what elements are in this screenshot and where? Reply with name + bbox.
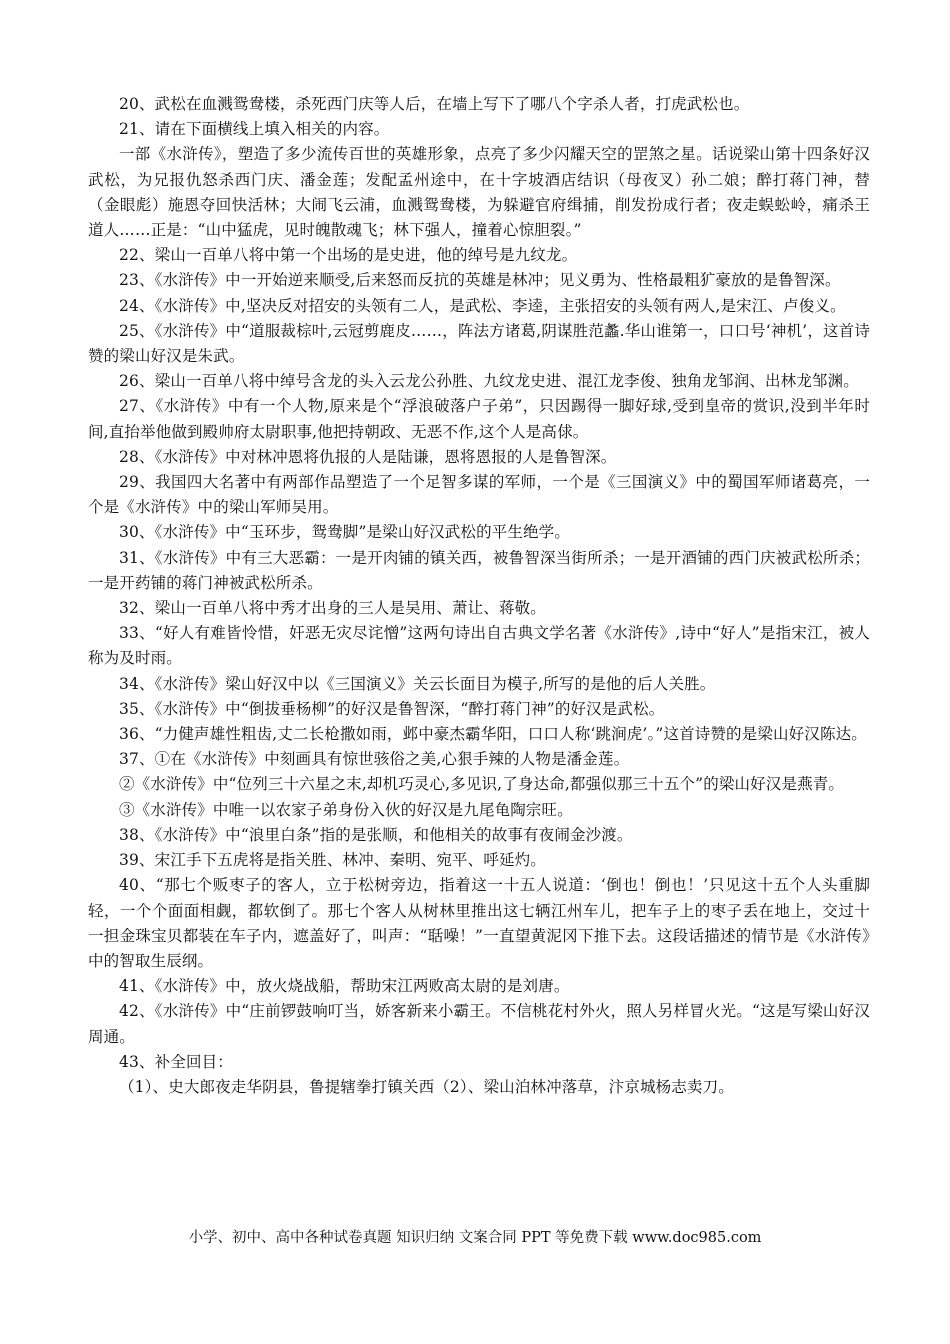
question-41: 41、《水浒传》中，放火烧战船，帮助宋江两败高太尉的是刘唐。 <box>119 977 570 996</box>
question-29: 29、我国四大名著中有两部作品塑造了一个足智多谋的军师，一个是《三国演义》中的蜀国军师诸葛亮，一个是《水浒传》中的梁山军师吴用。 <box>88 473 870 517</box>
question-36: 36、“力健声雄性粗齿,丈二长枪撒如雨，邺中豪杰霸华阳，口口人称‘跳涧虎’。”这首诗赞的是梁山好汉陈达。 <box>119 725 867 744</box>
question-43-answer: （1）、史大郎夜走华阴县，鲁提辖拳打镇关西（2）、梁山泊林冲落草，汴京城杨志卖刀。 <box>119 1077 734 1096</box>
question-31: 31、《水浒传》中有三大恶霸：一是开肉铺的镇关西，被鲁智深当街所杀；一是开酒铺的西门庆被武松所杀；一是开药铺的蒋门神被武松所杀。 <box>88 548 870 592</box>
question-38: 38、《水浒传》中“浪里白条”指的是张顺，和他相关的故事有夜闹金沙渡。 <box>119 825 633 844</box>
footer-banner: 小学、初中、高中各种试卷真题 知识归纳 文案合同 PPT 等免费下载 www.doc985.com <box>188 1230 762 1246</box>
question-25: 25、《水浒传》中“道服裁棕叶,云冠剪鹿皮……，阵法方诸葛,阴谋胜范蠡.华山谁第一，口口号‘神机’，这首诗赞的梁山好汉是朱武。 <box>88 321 870 366</box>
question-22: 22、梁山一百单八将中第一个出场的是史进，他的绰号是九纹龙。 <box>119 246 578 265</box>
question-32: 32、梁山一百单八将中秀才出身的三人是吴用、萧让、蒋敬。 <box>119 599 546 618</box>
question-34: 34、《水浒传》梁山好汉中以《三国演义》关云长面目为模子,所写的是他的后人关胜。 <box>119 674 716 693</box>
question-20: 20、武松在血溅鸳鸯楼，杀死西门庆等人后，在墙上写下了哪八个字杀人者，打虎武松也。 <box>119 95 750 113</box>
question-37-part-2: ②《水浒传》中“位列三十六星之末,却机巧灵心,多见识,了身达命,都强似那三十五个”的梁山好汉是燕青。 <box>119 775 845 794</box>
question-37-part-3: ③《水浒传》中唯一以农家子弟身份入伙的好汉是九尾龟陶宗旺。 <box>119 800 573 819</box>
question-23: 23、《水浒传》中一开始逆来顺受,后来怒而反抗的英雄是林冲；见义勇为、性格最粗犷豪放的是鲁智深。 <box>119 271 841 290</box>
passage-wusong: 一部《水浒传》，塑造了多少流传百世的英雄形象，点亮了多少闪耀天空的罡煞之星。话说梁山第十四条好汉武松，为兄报仇怒杀西门庆、潘金莲；发配孟州途中，在十字坡酒店结识（母夜叉）孙二娘；醉打蒋门神，替（金眼彪）施恩夺回快活林；大闹飞云浦，血溅鸳鸯楼，为躲避官府缉捕，削发扮成行者；夜走蜈蚣岭，痛杀王道人……正是：“山中猛虎，见时魄散魂飞；林下强人，撞着心惊胆裂。” <box>88 145 870 240</box>
question-28: 28、《水浒传》中对林冲恩将仇报的人是陆谦，恩将恩报的人是鲁智深。 <box>119 447 617 466</box>
question-24: 24、《水浒传》中,坚决反对招安的头领有二人，是武松、李逵，主张招安的头领有两人,是宋江、卢俊义。 <box>119 296 846 315</box>
question-43: 43、补全回目： <box>119 1052 233 1071</box>
document-body <box>88 92 870 1100</box>
question-37-part-1: 37、①在《水浒传》中刻画具有惊世骇俗之美,心狠手辣的人物是潘金莲。 <box>119 750 630 769</box>
question-30: 30、《水浒传》中“玉环步，鸳鸯脚”是梁山好汉武松的平生绝学。 <box>119 523 570 542</box>
question-21: 21、请在下面横线上填入相关的内容。 <box>119 120 390 139</box>
question-42: 42、《水浒传》中“庄前锣鼓响叮当，娇客新来小霸王。不信桃花村外火，照人另样冒火光。“这是写梁山好汉周通。 <box>88 1002 870 1046</box>
question-33: 33、“好人有难皆怜惜，奸恶无灾尽诧憎”这两句诗出自古典文学名著《水浒传》,诗中“好人”是指宋江，被人称为及时雨。 <box>88 624 870 668</box>
question-39: 39、宋江手下五虎将是指关胜、林冲、秦明、宛平、呼延灼。 <box>119 851 546 870</box>
question-27: 27、《水浒传》中有一个人物,原来是个“浮浪破落户子弟”，只因踢得一脚好球,受到皇帝的赏识,没到半年时间,直抬举他做到殿帅府太尉职事,他把持朝政、无恶不作,这个人是高俅。 <box>88 397 870 441</box>
question-35: 35、《水浒传》中“倒拔垂杨柳”的好汉是鲁智深，“醉打蒋门神”的好汉是武松。 <box>119 699 665 718</box>
question-26: 26、梁山一百单八将中绰号含龙的头入云龙公孙胜、九纹龙史进、混江龙李俊、独角龙邹润、出林龙邹渊。 <box>119 372 859 391</box>
question-40: 40、“那七个贩枣子的客人，立于松树旁边，指着这一十五人说道：‘倒也！倒也！’只见这十五个人头重脚轻，一个个面面相觑，都软倒了。那七个客人从树林里推出这七辆江州车儿，把车子上的枣子丢在地上，交过十一担金珠宝贝都装在车子内，遮盖好了，叫声：“聒噪！”一直望黄泥冈下推下去。这段话描述的情节是《水浒传》中的智取生辰纲。 <box>88 876 870 970</box>
